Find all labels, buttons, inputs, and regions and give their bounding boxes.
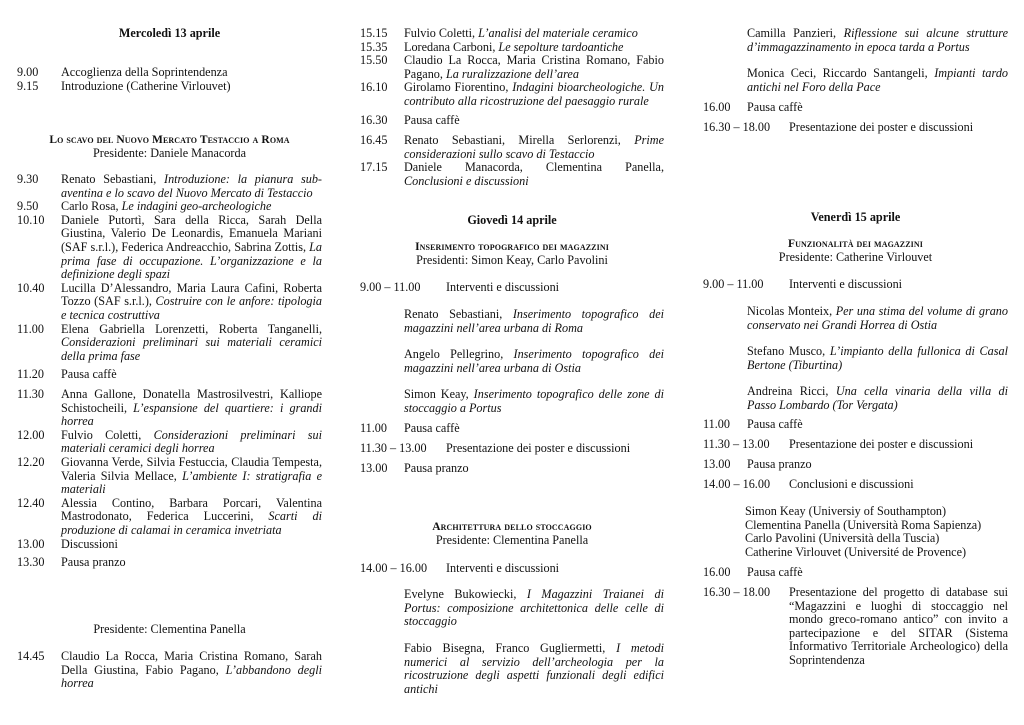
speakers: Renato Sebastiani, bbox=[61, 172, 165, 186]
speakers: Simon Keay, bbox=[404, 387, 474, 401]
section-title: Lo scavo del Nuovo Mercato Testaccio a Roma bbox=[49, 134, 290, 146]
time: 16.30 – 18.00 bbox=[703, 585, 771, 599]
time: 10.10 bbox=[17, 212, 45, 227]
program-row bbox=[17, 80, 322, 94]
item-text bbox=[61, 214, 322, 282]
break-row bbox=[360, 422, 664, 436]
program-row bbox=[360, 27, 664, 41]
time: 11.00 bbox=[703, 417, 730, 431]
speakers: Girolamo Fiorentino, bbox=[404, 80, 513, 95]
talk-item bbox=[703, 305, 1008, 332]
time: 13.30 bbox=[17, 555, 45, 569]
session-block bbox=[17, 388, 322, 551]
speakers: Andreina Ricci, bbox=[747, 384, 836, 398]
speakers: Fabio Bisegna, Franco Gugliermetti, bbox=[404, 641, 617, 655]
speakers: Discussioni bbox=[61, 536, 118, 551]
speakers: Daniele Putortì, Sara della Ricca, Sarah Della Giustina, Valerio De Leonardis, Emanuela Mariani (SAF s.r.l.), Federica Andreacchio, Sabrina Zottis, bbox=[61, 212, 322, 254]
time: 16.00 bbox=[703, 565, 731, 579]
talk-title: L’analisi del materiale ceramico bbox=[478, 26, 638, 40]
speakers: Nicolas Monteix, bbox=[747, 304, 836, 318]
talk-title: L’ambiente I: stratigrafia e materiali bbox=[61, 468, 322, 497]
talk-item bbox=[703, 27, 1008, 54]
program-row bbox=[360, 442, 664, 456]
time: 9.00 bbox=[17, 65, 39, 79]
time: 13.00 bbox=[703, 457, 731, 471]
program-row bbox=[360, 281, 664, 295]
talk-title: L’abbandono degli horrea bbox=[61, 662, 322, 691]
item-text: Interventi e discussioni bbox=[446, 280, 560, 294]
item-text: Interventi e discussioni bbox=[789, 277, 903, 291]
panel-member: Simon Keay (Universiy of Southampton) bbox=[745, 504, 947, 518]
time: 13.00 bbox=[17, 536, 45, 551]
talk-title: Una cella vinaria della villa di Passo Lombardo (Tor Vergata) bbox=[747, 384, 1008, 412]
time: 17.15 bbox=[360, 160, 388, 175]
program-row bbox=[703, 278, 1008, 292]
time: 11.30 – 13.00 bbox=[703, 437, 770, 451]
break-row bbox=[703, 566, 1008, 580]
item-text bbox=[61, 456, 322, 497]
section-title: Architettura dello stoccaggio bbox=[432, 521, 592, 533]
program-row bbox=[17, 173, 322, 200]
time: 12.20 bbox=[17, 454, 45, 469]
time: 9.30 bbox=[17, 172, 39, 186]
section-president: Presidenti: Simon Keay, Carlo Pavolini bbox=[416, 253, 608, 267]
talk-title: La ruralizzazione dell’area bbox=[445, 66, 579, 81]
speakers: Fulvio Coletti, bbox=[404, 26, 479, 40]
time: 14.45 bbox=[17, 649, 45, 663]
time: 16.30 bbox=[360, 113, 388, 127]
item-text bbox=[404, 161, 664, 188]
time: 11.30 – 13.00 bbox=[360, 441, 427, 455]
time: 9.50 bbox=[17, 199, 39, 214]
program-row bbox=[360, 81, 664, 108]
item-text bbox=[61, 200, 322, 214]
item-text: Pausa caffè bbox=[61, 367, 117, 381]
time: 15.50 bbox=[360, 53, 388, 68]
item-text bbox=[404, 81, 664, 108]
item-text: Conclusioni e discussioni bbox=[789, 477, 914, 491]
speakers: Anna Gallone, Donatella Mastrosilvestri, Kalliope Schistocheili, bbox=[61, 387, 322, 415]
talk-item bbox=[360, 348, 664, 375]
program-row bbox=[17, 538, 322, 552]
speakers: Evelyne Bukowiecki, bbox=[404, 587, 527, 601]
speakers: Claudio La Rocca, Maria Cristina Romano, Fabio Pagano, bbox=[404, 53, 664, 81]
session-block bbox=[360, 27, 664, 109]
break-row bbox=[703, 101, 1008, 115]
section-title: Inserimento topografico dei magazzini bbox=[415, 241, 609, 253]
panel-member: Clementina Panella (Università Roma Sapienza) bbox=[745, 517, 982, 532]
time: 11.00 bbox=[360, 421, 387, 435]
program-row bbox=[360, 562, 664, 576]
program-row bbox=[360, 54, 664, 81]
speakers: Lucilla D’Alessandro, Maria Laura Cafini, Roberta Tozzo (SAF s.r.l.), bbox=[61, 280, 322, 309]
item-text: Pausa caffè bbox=[404, 113, 460, 127]
speakers: Giovanna Verde, Silvia Festuccia, Claudia Tempesta, Valeria Silvia Mellace, bbox=[61, 454, 322, 483]
speakers: Loredana Carboni, bbox=[404, 39, 499, 54]
talk-item bbox=[360, 588, 664, 629]
speakers: Stefano Musco, bbox=[747, 344, 830, 358]
item-text bbox=[61, 323, 322, 364]
talk-title: Prime considerazioni sullo scavo di Testaccio bbox=[404, 133, 664, 161]
program-row bbox=[17, 497, 322, 538]
time: 15.15 bbox=[360, 26, 388, 40]
talk-title: I metodi numerici al servizio dell’archeologia per la ricostruzione degli aspetti funzionali degli edifici antichi bbox=[404, 641, 664, 696]
speakers: Monica Ceci, Riccardo Santangeli, bbox=[747, 66, 935, 80]
talk-item bbox=[360, 388, 664, 415]
program-row bbox=[703, 478, 1008, 492]
talk-title: L’impianto della fullonica di Casal Bertone (Tiburtina) bbox=[747, 344, 1009, 372]
lunch-row bbox=[17, 556, 322, 570]
item-text: Pausa caffè bbox=[747, 100, 803, 114]
item-text: Pausa caffè bbox=[747, 565, 803, 579]
talk-title: Conclusioni e discussioni bbox=[404, 173, 529, 188]
time: 11.00 bbox=[17, 321, 44, 336]
program-row bbox=[17, 650, 322, 691]
talk-title: I Magazzini Traianei di Portus: composizione architettonica delle celle di stoccaggio bbox=[404, 587, 664, 629]
program-row bbox=[17, 388, 322, 429]
program-row bbox=[17, 214, 322, 282]
speakers: Angelo Pellegrino, bbox=[404, 347, 514, 361]
program-row bbox=[360, 41, 664, 55]
talk-title: Inserimento topografico delle zone di stoccaggio a Portus bbox=[404, 387, 664, 415]
talk-title: La prima fase di occupazione. L’organizzazione e la definizione degli spazi bbox=[61, 239, 322, 282]
program-row bbox=[360, 161, 664, 188]
time: 9.00 – 11.00 bbox=[360, 280, 421, 294]
talk-title: Indagini bioarcheologiche. Un contributo alla ricostruzione del paesaggio rurale bbox=[404, 80, 664, 108]
section-president: Presidente: Clementina Panella bbox=[435, 533, 589, 547]
item-text bbox=[404, 41, 664, 55]
program-row bbox=[17, 456, 322, 497]
session-block bbox=[17, 173, 322, 363]
section-title: Funzionalità dei magazzini bbox=[788, 238, 923, 250]
day-heading-thursday: Giovedì 14 aprile bbox=[467, 213, 557, 227]
item-text: Presentazione dei poster e discussioni bbox=[446, 441, 631, 455]
speakers: Daniele Manacorda, Clementina Panella, bbox=[404, 160, 664, 175]
item-text: Pausa pranzo bbox=[747, 457, 812, 471]
time: 16.00 bbox=[703, 100, 731, 114]
speakers: Elena Gabriella Lorenzetti, Roberta Tanganelli, bbox=[61, 321, 322, 336]
talk-title: Impianti tardo antichi nel Foro della Pace bbox=[747, 66, 1009, 94]
item-text: Pausa pranzo bbox=[404, 461, 469, 475]
section-president: Presidente: Catherine Virlouvet bbox=[778, 250, 933, 264]
talk-title: Introduzione: la pianura sub-aventina e lo scavo del Nuovo Mercato di Testaccio bbox=[61, 172, 322, 200]
item-text: Presentazione dei poster e discussioni bbox=[789, 120, 974, 134]
speakers: Renato Sebastiani, Mirella Serlorenzi, bbox=[404, 133, 635, 147]
program-row bbox=[360, 134, 664, 161]
time: 9.00 – 11.00 bbox=[703, 277, 764, 291]
day-heading-friday: Venerdì 15 aprile bbox=[810, 210, 901, 224]
speakers: Alessia Contino, Barbara Porcari, Valentina Mastrodonato, Federica Luccerini, bbox=[61, 495, 322, 524]
time: 12.00 bbox=[17, 427, 45, 442]
opening-block bbox=[17, 66, 322, 93]
afternoon-president: Presidente: Clementina Panella bbox=[93, 622, 246, 636]
time: 14.00 – 16.00 bbox=[360, 561, 428, 575]
item-text bbox=[61, 429, 322, 456]
talk-item bbox=[703, 385, 1008, 412]
time: 14.00 – 16.00 bbox=[703, 477, 771, 491]
program-row bbox=[703, 586, 1008, 668]
talk-item bbox=[703, 67, 1008, 94]
item-text: Presentazione dei poster e discussioni bbox=[789, 437, 974, 451]
talk-title: Costruire con le anfore: tipologia e tecnica costruttiva bbox=[61, 294, 322, 322]
lunch-row bbox=[360, 462, 664, 476]
program-row bbox=[703, 121, 1008, 135]
program-row bbox=[17, 66, 322, 80]
panel-member: Catherine Virlouvet (Université de Provence) bbox=[745, 544, 967, 559]
item-text bbox=[61, 173, 322, 200]
program-row bbox=[17, 429, 322, 456]
time: 11.30 bbox=[17, 387, 44, 401]
break-row bbox=[360, 114, 664, 128]
talk-title: Inserimento topografico dei magazzini nell’area urbana di Roma bbox=[404, 307, 664, 335]
break-row bbox=[703, 418, 1008, 432]
program-row bbox=[703, 438, 1008, 452]
item-text bbox=[404, 134, 664, 161]
talk-item bbox=[703, 345, 1008, 372]
item-text: Presentazione del progetto di database sui “Magazzini e luoghi di stoccaggio nel mondo greco-romano antico” con invito a partecipazione e del SITAR (Sistema Informativo Territoriale Archeologico) della Soprintendenza bbox=[789, 585, 1008, 667]
talk-title: Le sepolture tardoantiche bbox=[498, 39, 624, 54]
lunch-row bbox=[703, 458, 1008, 472]
item-text bbox=[61, 538, 322, 552]
item-text bbox=[61, 650, 322, 691]
break-row bbox=[17, 368, 322, 382]
day-heading-wednesday: Mercoledì 13 aprile bbox=[118, 26, 221, 40]
time: 16.30 – 18.00 bbox=[703, 120, 771, 134]
time: 16.45 bbox=[360, 133, 388, 147]
item-text bbox=[61, 282, 322, 323]
talk-title: Inserimento topografico dei magazzini nell’area urbana di Ostia bbox=[404, 347, 664, 375]
item-text: Pausa caffè bbox=[404, 421, 460, 435]
item-text bbox=[404, 27, 664, 41]
item-text: Introduzione (Catherine Virlouvet) bbox=[61, 78, 231, 93]
talk-title: L’espansione del quartiere: i grandi horrea bbox=[61, 400, 322, 429]
time: 15.35 bbox=[360, 39, 388, 54]
speakers: Renato Sebastiani, bbox=[404, 307, 513, 321]
talk-item bbox=[360, 308, 664, 335]
session-block bbox=[360, 134, 664, 188]
program-row bbox=[17, 200, 322, 214]
talk-title: Le indagini geo-archeologiche bbox=[121, 199, 272, 214]
talk-item bbox=[360, 642, 664, 696]
talk-title: Per una stima del volume di grano conservato nei Grandi Horrea di Ostia bbox=[747, 304, 1008, 332]
item-text: Interventi e discussioni bbox=[446, 561, 560, 575]
item-text: Pausa caffè bbox=[747, 417, 803, 431]
item-text bbox=[404, 54, 664, 81]
talk-title: Scarti di produzione di calamai in ceramica invetriata bbox=[61, 509, 323, 537]
panel-member: Carlo Pavolini (Università della Tuscia) bbox=[745, 531, 940, 546]
panel-list bbox=[703, 505, 1008, 559]
speakers: Carlo Rosa, bbox=[61, 199, 122, 214]
time: 10.40 bbox=[17, 280, 45, 295]
time: 11.20 bbox=[17, 367, 44, 381]
program-row bbox=[17, 282, 322, 323]
talk-title: Considerazioni preliminari sui materiali ceramici della prima fase bbox=[61, 335, 322, 363]
program-row bbox=[17, 323, 322, 364]
time: 12.40 bbox=[17, 495, 45, 510]
speakers: Camilla Panzieri, bbox=[747, 26, 844, 40]
speakers: Claudio La Rocca, Maria Cristina Romano, Sarah Della Giustina, Fabio Pagano, bbox=[61, 649, 322, 677]
section-president: Presidente: Daniele Manacorda bbox=[93, 146, 246, 160]
item-text bbox=[61, 388, 322, 429]
time: 16.10 bbox=[360, 80, 388, 95]
item-text: Pausa pranzo bbox=[61, 555, 126, 569]
talk-title: Riflessione sui alcune strutture d’immagazzinamento in epoca tarda a Portus bbox=[747, 26, 1008, 54]
item-text: Accoglienza della Soprintendenza bbox=[61, 65, 228, 79]
item-text bbox=[61, 497, 322, 538]
speakers: Fulvio Coletti, bbox=[61, 427, 154, 442]
time: 9.15 bbox=[17, 78, 39, 93]
time: 13.00 bbox=[360, 461, 388, 475]
talk-title: Considerazioni preliminari sui materiali ceramici degli horrea bbox=[61, 427, 322, 456]
